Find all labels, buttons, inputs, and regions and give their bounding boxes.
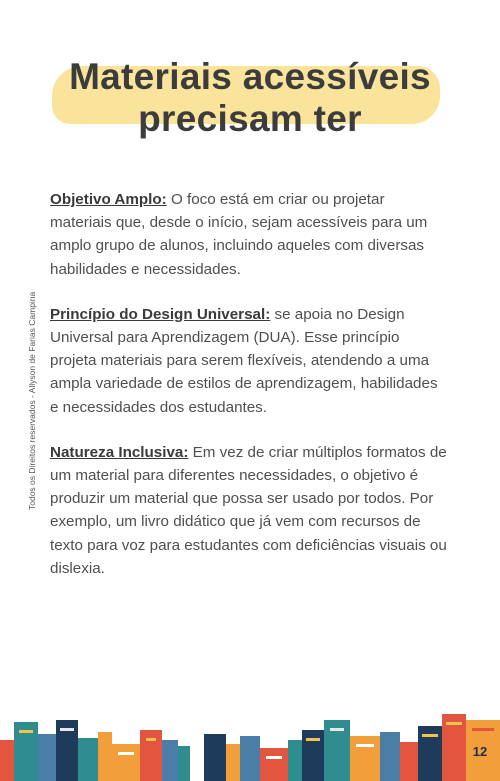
book — [178, 746, 190, 781]
book — [204, 734, 226, 781]
section-objetivo-amplo — [50, 188, 450, 281]
book — [162, 740, 178, 781]
book — [260, 748, 288, 781]
book — [350, 736, 380, 781]
page-number: 12 — [472, 744, 488, 759]
page-title — [0, 56, 500, 140]
book — [288, 740, 302, 781]
book — [112, 744, 140, 781]
section-design-universal — [50, 303, 450, 419]
title-line-2: precisam ter — [138, 98, 362, 139]
book — [266, 756, 282, 759]
book — [118, 752, 134, 755]
book — [19, 730, 33, 733]
book — [226, 744, 240, 781]
title-line-1: Materiais acessíveis — [69, 56, 431, 97]
book — [422, 734, 438, 737]
section-natureza-inclusiva — [50, 441, 450, 580]
section-text: O foco está em criar ou projetar materiais que, desde o início, sejam acessíveis para um amplo grupo de alunos, incluindo aqueles com diversas habilidades e necessidades. — [50, 191, 428, 278]
book — [146, 738, 156, 741]
section-term: Princípio do Design Universal: — [50, 305, 271, 323]
section-text: se apoia no Design Universal para Aprendizagem (DUA). Esse princípio projeta materiais para serem flexíveis, atendendo a uma ampla variedade de estilos de aprendizagem, habilidades e necessidades dos estudantes. — [50, 305, 438, 416]
book — [240, 736, 260, 781]
bookshelf-illustration — [0, 700, 500, 781]
book — [356, 744, 374, 747]
book — [380, 732, 400, 781]
book — [78, 738, 98, 781]
book — [330, 728, 344, 731]
side-credit: Todos os Direitos reservados - Allyson de Farias Campina — [27, 291, 37, 510]
book — [38, 734, 56, 781]
book — [306, 738, 320, 741]
section-term: Objetivo Amplo: — [50, 191, 167, 208]
book — [98, 732, 112, 781]
book — [472, 728, 494, 731]
book — [60, 728, 74, 731]
book — [0, 740, 14, 781]
book — [446, 722, 462, 725]
book — [400, 742, 418, 781]
content-body — [50, 188, 450, 602]
book — [140, 730, 162, 781]
section-term: Natureza Inclusiva: — [50, 443, 189, 461]
section-text: Em vez de criar múltiplos formatos de um material para diferentes necessidades, o objetivo é produzir um material que possa ser usado por todos. Por exemplo, um livro didático que já vem com recursos de texto para voz para estudantes com deficiências visuais ou dislexia. — [50, 443, 447, 577]
book — [302, 730, 324, 781]
